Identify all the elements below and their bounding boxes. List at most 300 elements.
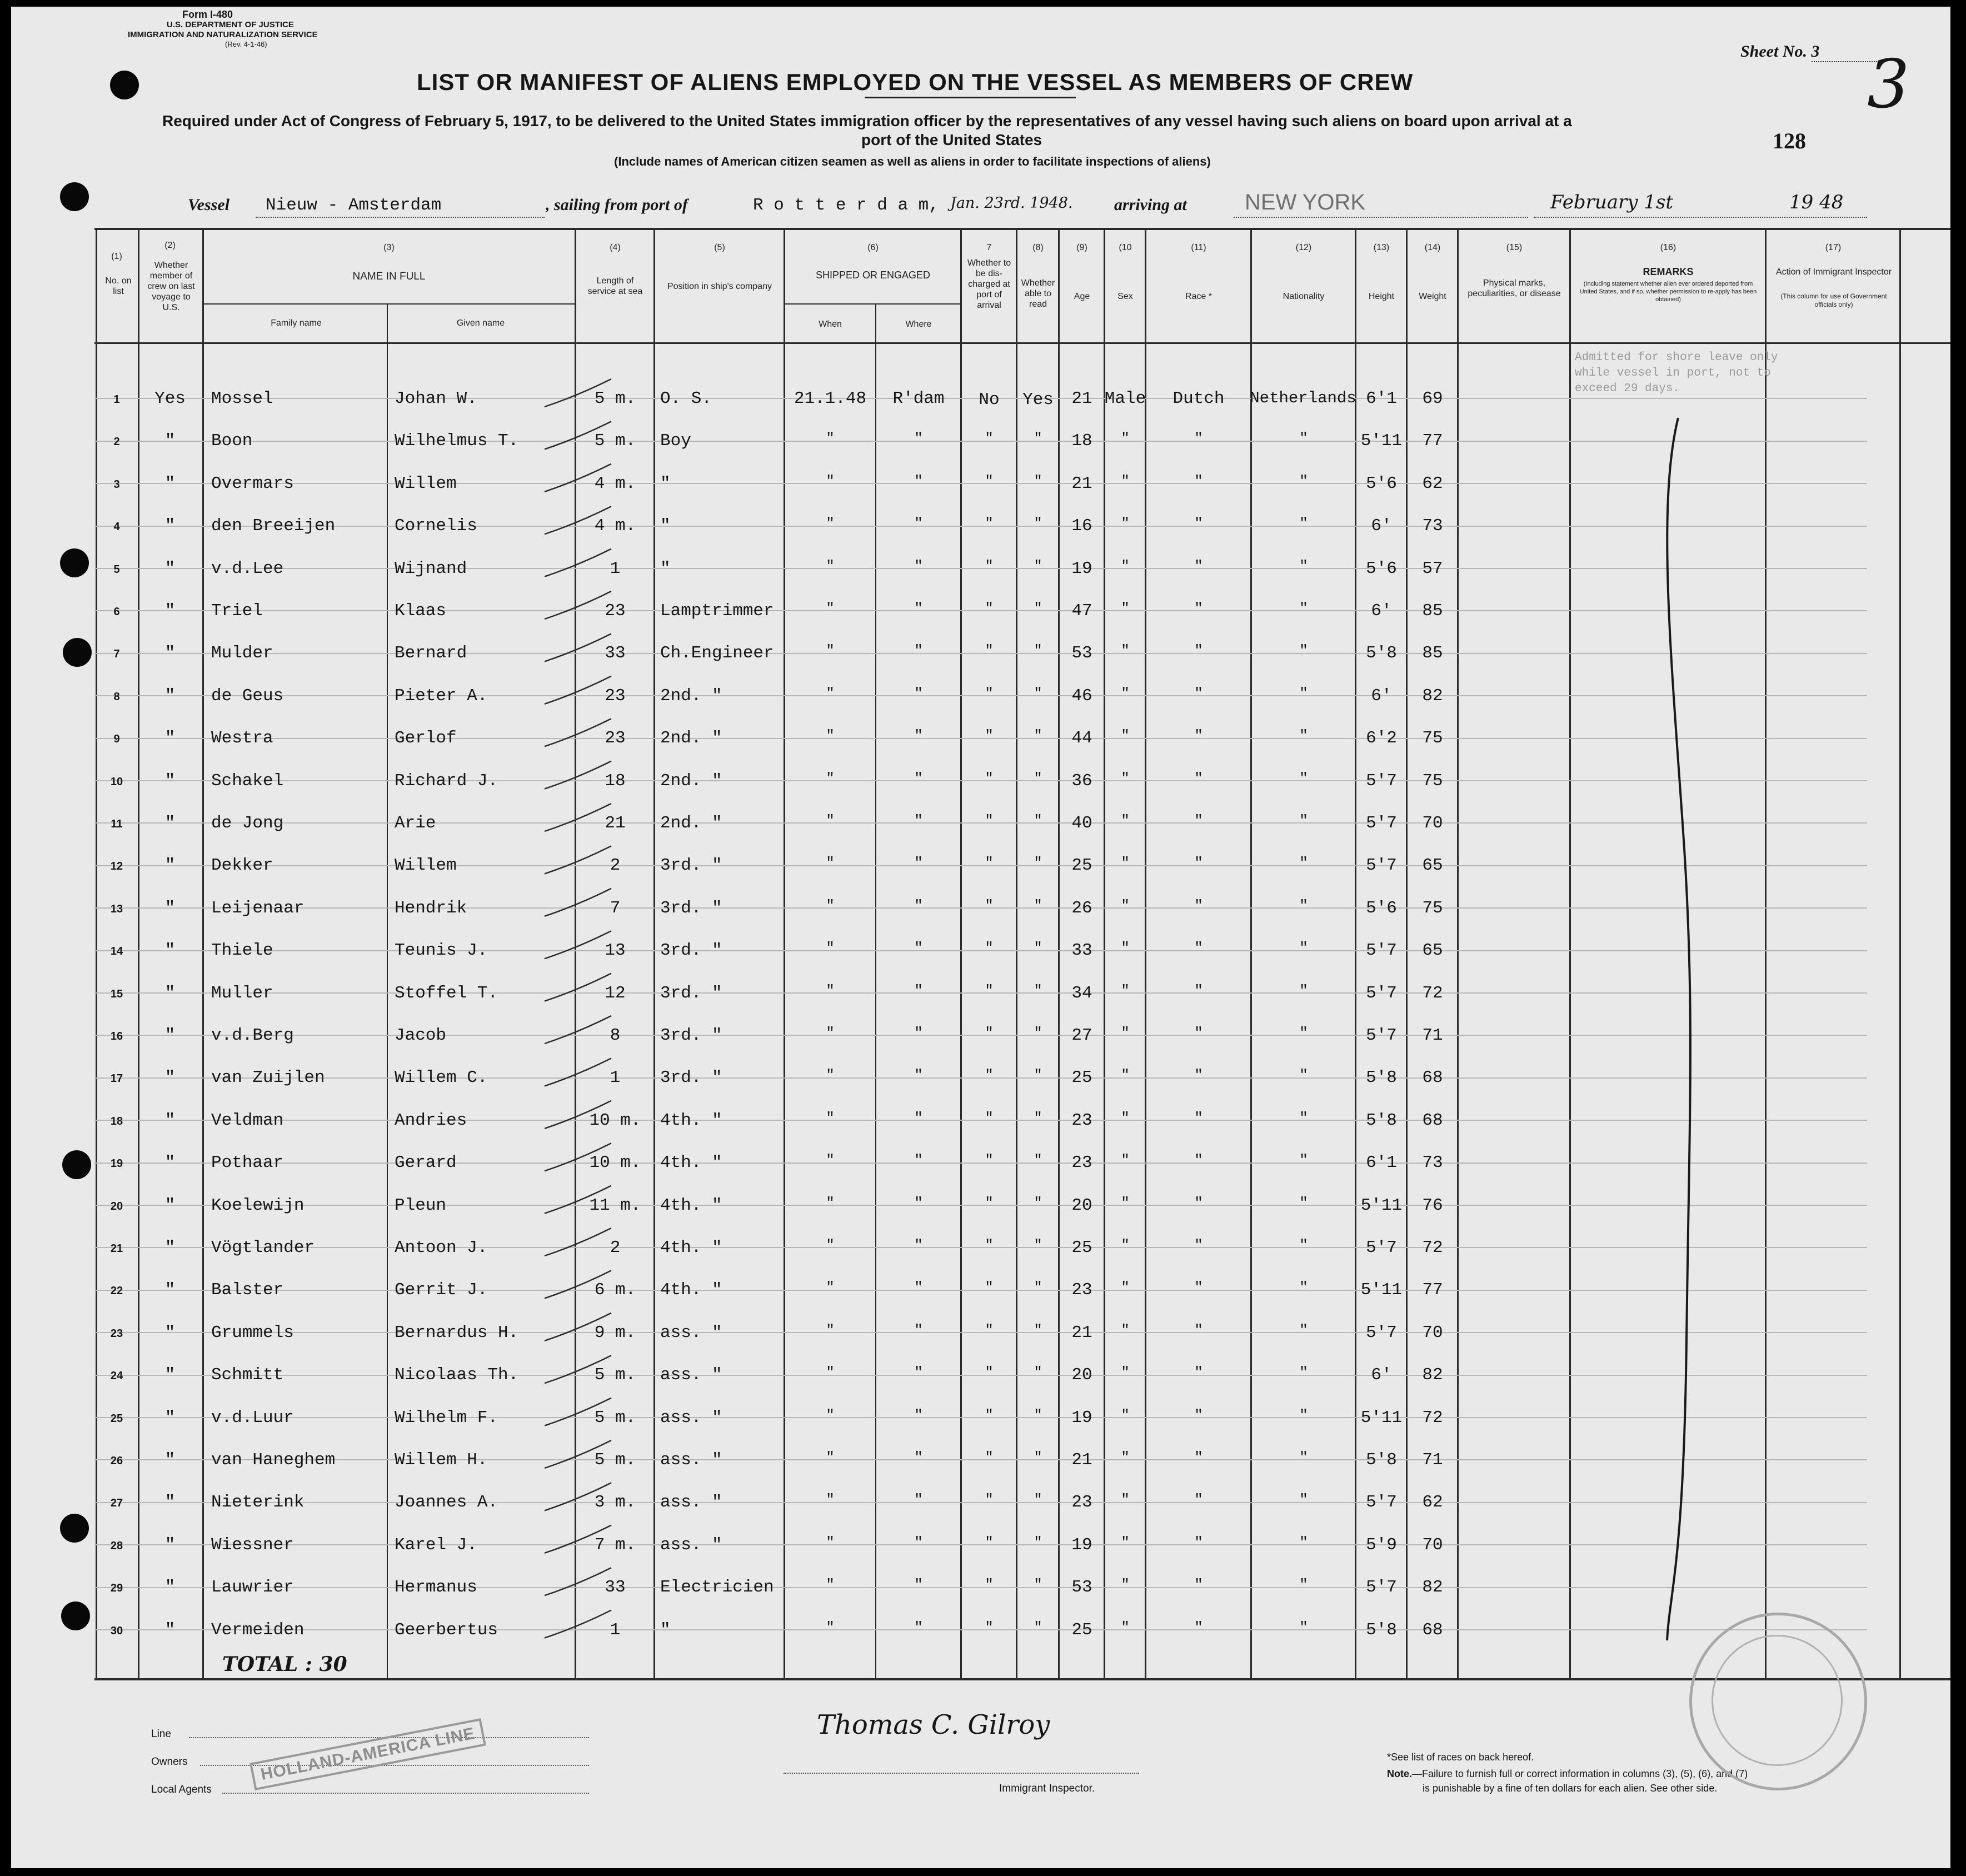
cell-position: Boy [660, 431, 691, 451]
race-ditto: " [1194, 1364, 1203, 1381]
inspector-label: Immigrant Inspector. [999, 1783, 1095, 1794]
col14-num: (14) [1424, 243, 1441, 252]
col16-head: REMARKS [1643, 266, 1694, 277]
cell-age: 19 [1071, 1408, 1092, 1428]
cell-weight: 77 [1422, 1280, 1443, 1300]
remarks-line-3: exceed 29 days. [1575, 382, 1680, 395]
cell-position: Ch.Engineer [660, 643, 774, 663]
shipped-when-ditto: " [826, 982, 835, 999]
cell-given: Klaas [395, 601, 447, 621]
cell-age: 40 [1071, 814, 1092, 833]
cell-no: 23 [110, 1327, 123, 1340]
shipped-where-ditto: " [914, 897, 923, 914]
shipped-when-ditto: " [826, 1109, 835, 1126]
discharged-ditto: " [985, 855, 994, 872]
race-ditto: " [1194, 982, 1203, 999]
cell-age: 23 [1071, 1280, 1092, 1300]
cell-age: 53 [1071, 643, 1092, 663]
cell-age: 36 [1071, 771, 1092, 791]
cell-service: 23 [605, 686, 626, 706]
cell-height: 5'7 [1366, 1026, 1397, 1045]
cell-position: ass. " [660, 1365, 722, 1385]
col17-head: Action of Immigrant Inspector [1775, 267, 1892, 277]
cell-service: 5 m. [594, 431, 636, 451]
sex-ditto: " [1121, 515, 1130, 532]
read-ditto: " [1034, 642, 1042, 660]
cell-position: 2nd. " [660, 771, 722, 791]
service-check-mark [545, 549, 611, 577]
cell-family: de Jong [211, 814, 284, 833]
cell-given: Willem [395, 473, 457, 493]
cell-family: Triel [211, 601, 263, 621]
shipped-when-ditto: " [826, 472, 835, 490]
discharged-ditto: " [985, 812, 994, 829]
remarks-ditto-line [1623, 396, 1734, 1663]
cell-age: 25 [1071, 856, 1092, 876]
read-ditto: " [1034, 1194, 1042, 1211]
cell-service: 10 m. [589, 1110, 641, 1130]
col-rule-18 [1765, 229, 1767, 1679]
read-ditto: " [1034, 430, 1042, 447]
cell-weight: 71 [1422, 1450, 1443, 1470]
cell-family: Westra [211, 729, 273, 749]
cell-service: 5 m. [594, 1365, 636, 1385]
cell-family: Dekker [211, 856, 273, 876]
page-number: 128 [1773, 128, 1806, 153]
col-rule-8 [960, 229, 962, 1679]
cell-crew: " [164, 941, 176, 961]
cell-no: 19 [110, 1157, 123, 1170]
cell-position: 4th. " [660, 1238, 722, 1258]
cell-family: Vermeiden [211, 1620, 305, 1640]
sex-ditto: " [1121, 855, 1130, 872]
cell-family: Muller [211, 983, 273, 1003]
vessel-label: Vessel [188, 196, 229, 214]
holland-america-line-stamp: HOLLAND-AMERICA LINE [250, 1718, 486, 1790]
punch-hole [63, 638, 92, 667]
cell-crew: " [164, 771, 176, 791]
cell-family: Thiele [211, 941, 273, 961]
cell-height: 6'1 [1366, 1153, 1397, 1173]
col2-head: Whether member of crew on last voyage to U.S. [147, 261, 195, 312]
sailing-label: , sailing from port of [546, 196, 688, 214]
discharged-ditto: " [985, 1364, 994, 1381]
discharged-ditto: " [985, 685, 994, 702]
cell-weight: 57 [1422, 558, 1443, 578]
shipped-where-ditto: " [914, 1109, 923, 1126]
cell-position: Lamptrimmer [660, 601, 774, 621]
remarks-line-2: while vessel in port, not to [1575, 367, 1771, 380]
shipped-when-ditto: " [826, 1491, 835, 1509]
service-check-mark [545, 931, 611, 959]
cell-given: Willem C. [395, 1068, 488, 1088]
cell-service: 33 [605, 1578, 626, 1598]
shipped-when-ditto: " [826, 1406, 835, 1424]
service-check-mark [545, 676, 611, 704]
sex-ditto: " [1121, 1491, 1130, 1509]
read-ditto: " [1034, 1279, 1042, 1296]
cell-position: ass. " [660, 1408, 722, 1428]
cell-given: Karel J. [395, 1535, 477, 1555]
cell-family: Leijenaar [211, 898, 305, 918]
shipped-where-ditto: " [914, 1321, 923, 1339]
cell-family: Grummels [211, 1323, 294, 1343]
name-header-divider [202, 303, 575, 305]
discharged-ditto: " [985, 1321, 994, 1339]
shipped-where-ditto: " [914, 1152, 923, 1169]
read-ditto: " [1034, 1109, 1042, 1126]
arrival-date: February 1st [1550, 191, 1674, 213]
col-rule-17 [1569, 229, 1571, 1679]
cell-height: 5'11 [1360, 1280, 1403, 1300]
read-ditto: " [1034, 1406, 1042, 1424]
discharged-ditto: " [985, 1576, 994, 1594]
nationality-ditto: " [1299, 982, 1308, 999]
remarks-line-1: Admitted for shore leave only [1575, 351, 1778, 364]
cell-service: 5 m. [594, 389, 636, 408]
sex-ditto: " [1121, 685, 1130, 702]
shipped-where-ditto: " [914, 1576, 923, 1594]
sex-ditto: " [1121, 1534, 1130, 1551]
cell-height: 5'7 [1366, 1323, 1397, 1343]
nationality-ditto: " [1299, 897, 1308, 914]
race-ditto: " [1194, 727, 1203, 745]
race-first: Dutch [1172, 389, 1225, 408]
cell-height: 5'9 [1366, 1535, 1397, 1555]
read-ditto: " [1034, 897, 1042, 914]
cell-crew: " [164, 983, 176, 1003]
col15-head: Physical marks, peculiarities, or disease [1468, 278, 1561, 298]
col12-head: Nationality [1283, 292, 1325, 301]
shipped-where-ditto: " [914, 727, 923, 745]
cell-service: 1 [610, 558, 621, 578]
read-ditto: " [1034, 1534, 1042, 1551]
col-rule-14 [1355, 229, 1356, 1679]
cell-height: 5'8 [1366, 1068, 1397, 1088]
cell-weight: 73 [1422, 516, 1443, 536]
table-bottom-border [94, 1678, 1950, 1680]
service-check-mark [545, 1440, 611, 1468]
nationality-ditto: " [1299, 1364, 1308, 1381]
cell-age: 34 [1071, 983, 1092, 1003]
subtitle-line-3: (Include names of American citizen seamen as well as aliens in order to facilitate inspections of aliens) [614, 154, 1211, 168]
service-check-mark [545, 421, 611, 449]
col9-head: Age [1074, 292, 1090, 301]
cell-service: 4 m. [594, 516, 636, 536]
discharged-ditto: " [985, 1619, 994, 1636]
race-ditto: " [1194, 515, 1203, 532]
owners-label: Owners [151, 1756, 188, 1768]
nationality-first: Netherlands [1250, 389, 1356, 407]
shipped-where-ditto: " [914, 770, 923, 787]
race-ditto: " [1194, 812, 1203, 829]
cell-age: 23 [1071, 1493, 1092, 1513]
shipped-where-ditto: " [914, 515, 923, 532]
shipped-when-ditto: " [826, 515, 835, 532]
sex-ditto: " [1121, 1364, 1130, 1381]
nationality-ditto: " [1299, 472, 1308, 490]
cell-height: 5'8 [1366, 643, 1397, 663]
col8-head: Whether able to read [1021, 278, 1055, 309]
discharged-ditto: " [985, 1152, 994, 1169]
race-ditto: " [1194, 1025, 1203, 1041]
read-ditto: " [1034, 1152, 1042, 1169]
col-rule-2 [96, 229, 97, 1679]
service-check-mark [545, 1186, 611, 1214]
race-ditto: " [1194, 1321, 1203, 1339]
cell-given: Teunis J. [395, 941, 488, 961]
discharged-ditto: " [985, 1449, 994, 1466]
sheet-label: Sheet No. [1740, 42, 1807, 61]
cell-given: Johan W. [395, 389, 477, 408]
vessel-underline [256, 217, 545, 218]
shipped-header-divider [784, 303, 960, 305]
cell-weight: 69 [1422, 389, 1443, 408]
col1-head: No. on list [105, 276, 132, 296]
cell-height: 5'6 [1366, 473, 1397, 493]
col-rule-16 [1457, 229, 1459, 1679]
cell-given: Willem [395, 856, 457, 876]
race-ditto: " [1194, 557, 1203, 575]
cell-crew: " [164, 898, 176, 918]
cell-crew: " [164, 1535, 176, 1555]
race-ditto: " [1194, 1109, 1203, 1126]
read-ditto: " [1034, 685, 1042, 702]
shipped-where-ditto: " [914, 1491, 923, 1509]
cell-no: 14 [110, 945, 123, 958]
vessel-name: Nieuw - Amsterdam [266, 196, 442, 215]
cell-height: 5'11 [1360, 1408, 1403, 1428]
cell-age: 25 [1071, 1068, 1092, 1088]
nationality-ditto: " [1299, 770, 1308, 787]
cell-crew: " [164, 1195, 176, 1215]
check-marks [533, 351, 667, 1674]
cell-service: 1 [610, 1068, 621, 1088]
col16-num: (16) [1660, 243, 1676, 252]
col3a-head: Family name [271, 318, 322, 328]
shipped-when-ditto: " [826, 855, 835, 872]
corner-sheet-mark: 3 [1867, 46, 1910, 123]
cell-age: 18 [1071, 431, 1092, 451]
shipped-when-ditto: " [826, 1619, 835, 1636]
cell-weight: 82 [1422, 1365, 1443, 1385]
cell-given: Gerlof [395, 729, 457, 749]
col13-num: (13) [1373, 243, 1390, 252]
col7-num: 7 [986, 243, 992, 252]
cell-age: 47 [1071, 601, 1092, 621]
nationality-ditto: " [1299, 1576, 1308, 1594]
cell-weight: 75 [1422, 898, 1443, 918]
cell-no: 21 [110, 1243, 123, 1255]
shipped-when-ditto: " [826, 1025, 835, 1041]
cell-height: 5'7 [1366, 814, 1397, 833]
total-count: TOTAL : 30 [222, 1653, 347, 1676]
cell-no: 17 [110, 1072, 123, 1085]
col-rule-when [875, 303, 876, 1679]
race-ditto: " [1194, 1449, 1203, 1466]
shipped-where-ditto: " [914, 940, 923, 957]
cell-age: 20 [1071, 1365, 1092, 1385]
col-rule-7 [784, 229, 785, 1679]
cell-service: 7 [610, 898, 621, 918]
nationality-ditto: " [1299, 1279, 1308, 1296]
col16-note: (Including statement whether alien ever ordered deported from United States, and if so, whether permission to re-apply has been obtained) [1579, 281, 1757, 303]
date-underline [1534, 217, 1867, 218]
service-check-mark [545, 1355, 611, 1383]
col-rule-13 [1250, 229, 1252, 1679]
shipped-where-ditto: " [914, 855, 923, 872]
discharged-ditto: " [985, 727, 994, 745]
cell-given: Stoffel T. [395, 983, 498, 1003]
cell-crew: " [164, 814, 176, 833]
shipped-when-ditto: " [826, 1067, 835, 1084]
discharged-ditto: " [985, 1406, 994, 1424]
service-check-mark [545, 1270, 611, 1298]
cell-age: 21 [1071, 1450, 1092, 1470]
discharged-ditto: " [985, 1194, 994, 1211]
cell-position: 4th. " [660, 1110, 722, 1130]
read-ditto: " [1034, 812, 1042, 829]
cell-age: 44 [1071, 729, 1092, 749]
cell-height: 5'7 [1366, 941, 1397, 961]
cell-given: Arie [395, 814, 436, 833]
cell-age: 16 [1071, 516, 1092, 536]
col15-num: (15) [1506, 243, 1523, 252]
col2-num: (2) [164, 241, 176, 250]
sex-ditto: " [1121, 557, 1130, 575]
cell-height: 6' [1371, 686, 1392, 706]
cell-age: 21 [1071, 389, 1092, 408]
cell-weight: 77 [1422, 431, 1443, 451]
race-ditto: " [1194, 1491, 1203, 1509]
cell-height: 5'7 [1366, 1578, 1397, 1598]
cell-position: O. S. [660, 389, 712, 408]
cell-no: 24 [110, 1370, 123, 1383]
nationality-ditto: " [1299, 855, 1308, 872]
arriving-label: arriving at [1114, 196, 1187, 214]
service-check-mark [545, 1228, 611, 1256]
cell-weight: 85 [1422, 601, 1443, 621]
col9-num: (9) [1076, 243, 1087, 252]
read-ditto: " [1034, 1364, 1042, 1381]
cell-family: de Geus [211, 686, 284, 706]
service-check-mark [545, 804, 611, 831]
service-check-mark [545, 1101, 611, 1129]
sex-ditto: " [1121, 1321, 1130, 1339]
read-ditto: " [1034, 770, 1042, 787]
discharged-ditto: " [985, 1109, 994, 1126]
sex-ditto: " [1121, 1449, 1130, 1466]
service-check-mark [545, 1398, 611, 1426]
read-ditto: " [1034, 1576, 1042, 1594]
shipped-when-ditto: " [826, 1237, 835, 1254]
sex-ditto: " [1121, 727, 1130, 745]
cell-service: 10 m. [589, 1153, 641, 1173]
cell-given: Andries [395, 1110, 467, 1130]
cell-family: Koelewijn [211, 1195, 305, 1215]
race-ditto: " [1194, 1619, 1203, 1636]
cell-family: Pothaar [211, 1153, 284, 1173]
cell-weight: 70 [1422, 1535, 1443, 1555]
cell-crew: " [164, 1153, 176, 1173]
nationality-ditto: " [1299, 1025, 1308, 1041]
cell-service: 6 m. [594, 1280, 636, 1300]
shipped-where-ditto: " [914, 472, 923, 490]
sex-ditto: " [1121, 430, 1130, 447]
cell-position: 4th. " [660, 1280, 722, 1300]
cell-family: Lauwrier [211, 1578, 294, 1598]
shipped-where-ditto: " [914, 642, 923, 660]
cell-service: 13 [605, 941, 626, 961]
service-check-mark [545, 1525, 611, 1553]
read-ditto: " [1034, 557, 1042, 575]
punch-hole [60, 1514, 89, 1543]
note-label: Note. [1387, 1768, 1412, 1779]
cell-weight: 70 [1422, 814, 1443, 833]
manifest-title: LIST OR MANIFEST OF ALIENS EMPLOYED ON THE VESSEL AS MEMBERS OF CREW [417, 69, 1414, 95]
nationality-ditto: " [1299, 515, 1308, 532]
cell-crew: " [164, 1620, 176, 1640]
service-check-mark [545, 1483, 611, 1510]
cell-position: 3rd. " [660, 941, 722, 961]
cell-family: Overmars [211, 473, 294, 493]
service-check-mark [545, 889, 611, 916]
cell-weight: 73 [1422, 1153, 1443, 1173]
shipped-when-ditto: " [826, 1534, 835, 1551]
shipped-when-ditto: " [826, 812, 835, 829]
shipped-where-ditto: " [914, 982, 923, 999]
cell-no: 13 [110, 902, 123, 915]
shipped-when-ditto: " [826, 1194, 835, 1211]
cell-family: Vögtlander [211, 1238, 315, 1258]
note-line-2: is punishable by a fine of ten dollars for each alien. See other side. [1423, 1783, 1718, 1794]
cell-service: 8 [610, 1026, 621, 1045]
race-ditto: " [1194, 642, 1203, 660]
official-seal-inner [1711, 1635, 1843, 1766]
subtitle-line-1: Required under Act of Congress of February 5, 1917, to be delivered to the United States immigration officer by the representatives of any vessel having such aliens on board upon arrival at a [162, 112, 1572, 129]
agency-line-2: IMMIGRATION AND NATURALIZATION SERVICE [128, 30, 318, 39]
cell-position: " [660, 558, 671, 578]
discharged-ditto: " [985, 1534, 994, 1551]
cell-height: 5'7 [1366, 983, 1397, 1003]
nationality-ditto: " [1299, 1321, 1308, 1339]
cell-no: 2 [113, 436, 120, 448]
shipped-when-ditto: " [826, 1152, 835, 1169]
sex-ditto: " [1121, 1152, 1130, 1169]
cell-given: Antoon J. [395, 1238, 488, 1258]
shipped-when-ditto: " [826, 1449, 835, 1466]
sex-ditto: " [1121, 642, 1130, 660]
cell-position: " [660, 1620, 671, 1640]
failure-note [1387, 1768, 1748, 1780]
cell-age: 21 [1071, 473, 1092, 493]
shipped-when-ditto: " [826, 642, 835, 660]
cell-age: 33 [1071, 941, 1092, 961]
nationality-ditto: " [1299, 812, 1308, 829]
service-check-mark [545, 1058, 611, 1086]
sheet-value: 3 [1812, 42, 1884, 62]
discharged-ditto: " [985, 515, 994, 532]
col-rule-name [387, 303, 388, 1679]
cell-given: Richard J. [395, 771, 498, 791]
cell-position: 2nd. " [660, 814, 722, 833]
sex-ditto: " [1121, 472, 1130, 490]
sex-ditto: " [1121, 1279, 1130, 1296]
cell-position: 3rd. " [660, 1068, 722, 1088]
race-ditto: " [1194, 1152, 1203, 1169]
col-rule-10 [1058, 229, 1060, 1679]
col8-num: (8) [1032, 243, 1044, 252]
